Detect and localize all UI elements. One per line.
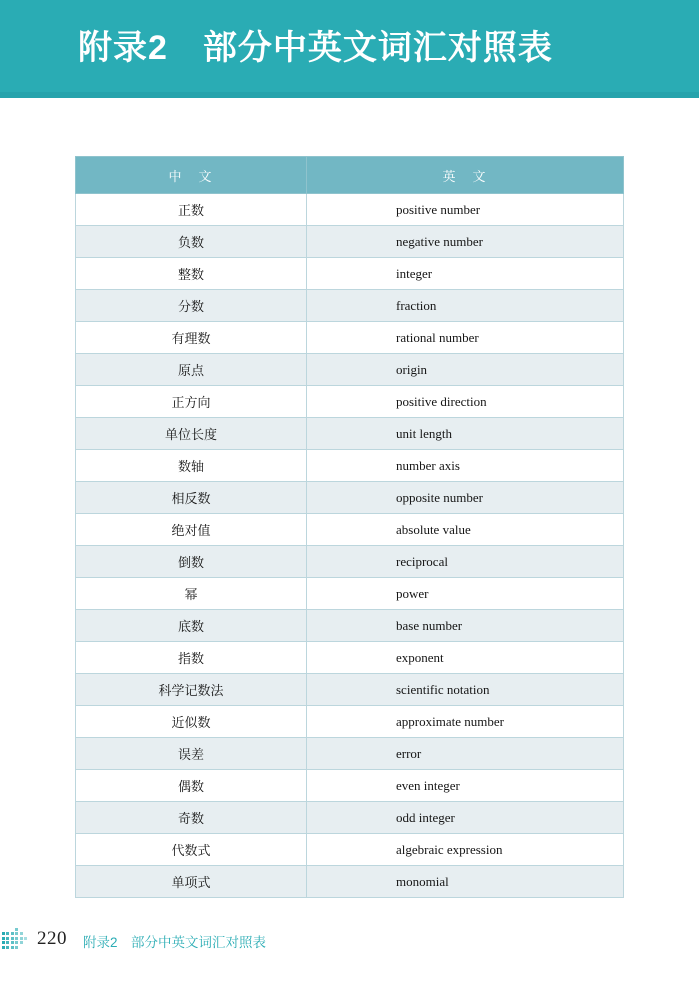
table-row — [76, 642, 624, 674]
table-row — [76, 450, 624, 482]
dot-grid-dot — [20, 932, 23, 935]
cell-english: reciprocal — [307, 546, 624, 578]
table-row — [76, 578, 624, 610]
cell-english: negative number — [307, 226, 624, 258]
cell-english: odd integer — [307, 802, 624, 834]
cell-chinese: 近似数 — [76, 706, 307, 738]
table-row — [76, 514, 624, 546]
cell-chinese: 误差 — [76, 738, 307, 770]
dot-grid-dot — [2, 946, 5, 949]
cell-english: integer — [307, 258, 624, 290]
page-footer — [0, 925, 699, 965]
table-header — [76, 157, 624, 194]
cell-english: algebraic expression — [307, 834, 624, 866]
dot-grid-dot — [24, 937, 27, 940]
cell-chinese: 指数 — [76, 642, 307, 674]
table-row — [76, 834, 624, 866]
cell-english: positive direction — [307, 386, 624, 418]
table-row — [76, 738, 624, 770]
table-row — [76, 290, 624, 322]
dot-grid-dot — [15, 932, 18, 935]
cell-chinese: 有理数 — [76, 322, 307, 354]
cell-chinese: 单位长度 — [76, 418, 307, 450]
dot-grid-dot — [20, 937, 23, 940]
cell-chinese: 原点 — [76, 354, 307, 386]
cell-english: even integer — [307, 770, 624, 802]
table-row — [76, 418, 624, 450]
cell-chinese: 幂 — [76, 578, 307, 610]
column-header-chinese: 中 文 — [76, 157, 307, 194]
cell-chinese: 数轴 — [76, 450, 307, 482]
table-row — [76, 322, 624, 354]
cell-chinese: 正方向 — [76, 386, 307, 418]
table-row — [76, 386, 624, 418]
cell-english: absolute value — [307, 514, 624, 546]
table-row — [76, 194, 624, 226]
cell-english: number axis — [307, 450, 624, 482]
dot-grid-icon — [2, 928, 34, 954]
header-band-underline — [0, 92, 699, 98]
cell-chinese: 整数 — [76, 258, 307, 290]
column-header-english: 英 文 — [307, 157, 624, 194]
table-row — [76, 802, 624, 834]
table-row — [76, 258, 624, 290]
dot-grid-dot — [6, 941, 9, 944]
dot-grid-dot — [6, 946, 9, 949]
cell-chinese: 正数 — [76, 194, 307, 226]
dot-grid-dot — [11, 932, 14, 935]
cell-english: rational number — [307, 322, 624, 354]
cell-chinese: 代数式 — [76, 834, 307, 866]
cell-chinese: 绝对值 — [76, 514, 307, 546]
dot-grid-dot — [2, 937, 5, 940]
cell-english: base number — [307, 610, 624, 642]
table-row — [76, 674, 624, 706]
table-row — [76, 610, 624, 642]
cell-english: scientific notation — [307, 674, 624, 706]
table-row — [76, 866, 624, 898]
table-row — [76, 770, 624, 802]
table-row — [76, 482, 624, 514]
table-body — [76, 194, 624, 898]
cell-english: origin — [307, 354, 624, 386]
dot-grid-dot — [15, 946, 18, 949]
dot-grid-dot — [6, 937, 9, 940]
cell-chinese: 倒数 — [76, 546, 307, 578]
dot-grid-dot — [11, 937, 14, 940]
table-row — [76, 546, 624, 578]
vocabulary-table — [75, 156, 624, 898]
cell-english: power — [307, 578, 624, 610]
table-row — [76, 354, 624, 386]
cell-chinese: 负数 — [76, 226, 307, 258]
cell-english: exponent — [307, 642, 624, 674]
cell-english: error — [307, 738, 624, 770]
cell-english: opposite number — [307, 482, 624, 514]
cell-chinese: 分数 — [76, 290, 307, 322]
footer-chapter-label: 附录2 部分中英文词汇对照表 — [83, 935, 267, 950]
cell-chinese: 底数 — [76, 610, 307, 642]
table-row — [76, 706, 624, 738]
cell-chinese: 相反数 — [76, 482, 307, 514]
dot-grid-dot — [2, 932, 5, 935]
cell-chinese: 奇数 — [76, 802, 307, 834]
cell-english: fraction — [307, 290, 624, 322]
dot-grid-dot — [6, 932, 9, 935]
dot-grid-dot — [15, 928, 18, 931]
cell-chinese: 单项式 — [76, 866, 307, 898]
dot-grid-dot — [2, 941, 5, 944]
dot-grid-dot — [11, 941, 14, 944]
page-title: 附录2 部分中英文词汇对照表 — [78, 29, 553, 67]
cell-english: approximate number — [307, 706, 624, 738]
table-header-row — [76, 157, 624, 194]
cell-english: positive number — [307, 194, 624, 226]
page-number: 220 — [37, 928, 67, 949]
cell-chinese: 科学记数法 — [76, 674, 307, 706]
dot-grid-dot — [15, 937, 18, 940]
dot-grid-dot — [11, 946, 14, 949]
table-row — [76, 226, 624, 258]
dot-grid-dot — [15, 941, 18, 944]
dot-grid-dot — [20, 941, 23, 944]
cell-chinese: 偶数 — [76, 770, 307, 802]
cell-english: unit length — [307, 418, 624, 450]
cell-english: monomial — [307, 866, 624, 898]
